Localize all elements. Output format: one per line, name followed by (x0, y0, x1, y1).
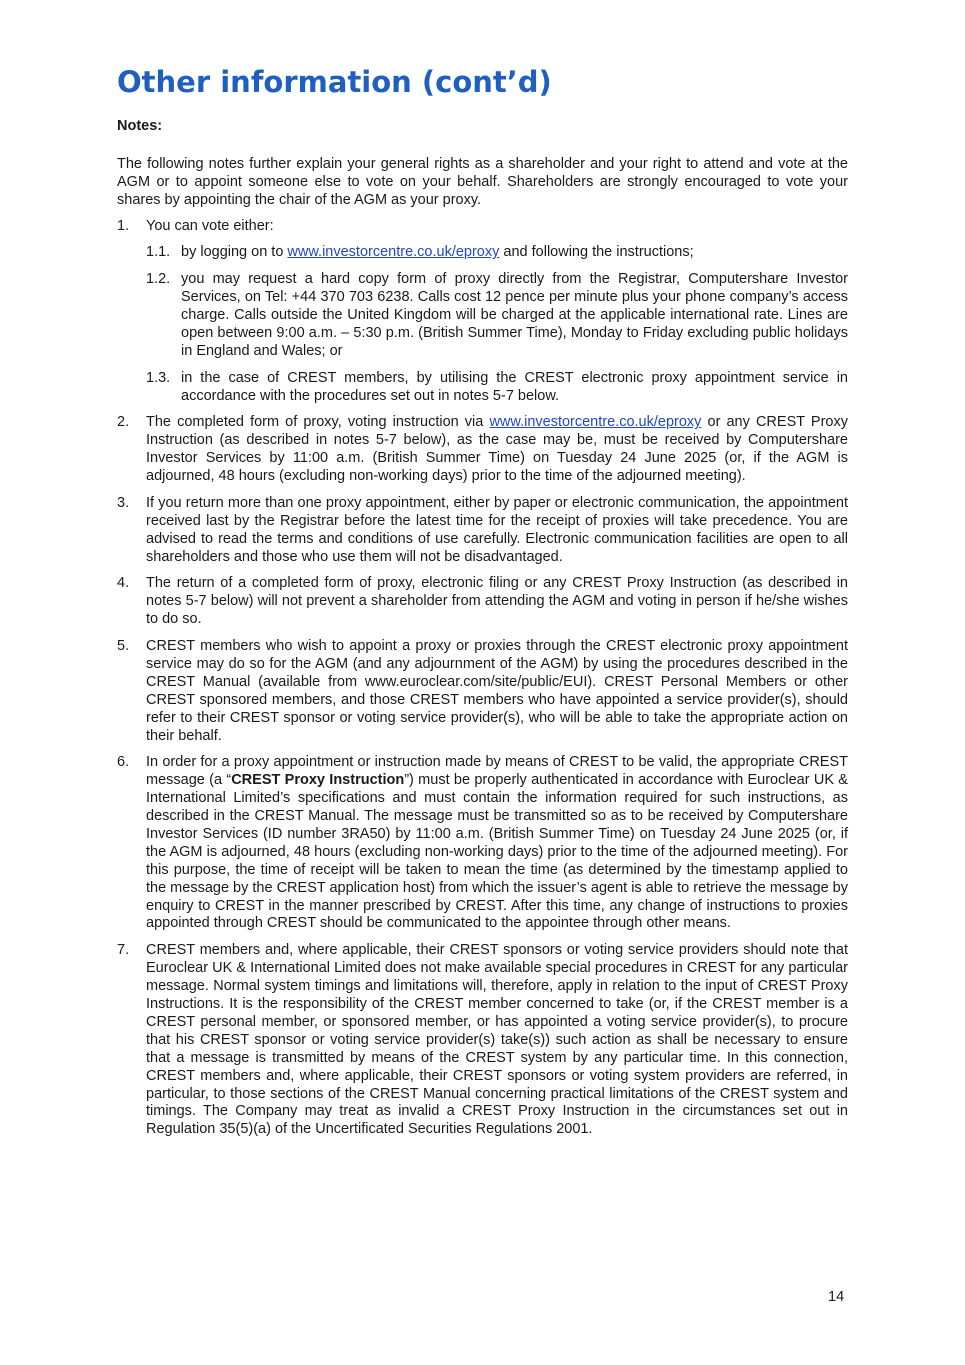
note-4 (117, 575, 848, 629)
note-text: In order for a proxy appointment or instruction made by means of CREST to be valid, the appropriate CREST message (a “ (146, 754, 848, 789)
document-page (117, 62, 848, 1148)
notes-heading: Notes: (117, 118, 163, 134)
subnote-number: 1.1. (146, 244, 171, 261)
subnote-number: 1.3. (146, 369, 171, 386)
note-text: You can vote either: (146, 217, 274, 234)
note-number: 7. (117, 942, 130, 959)
note-text: If you return more than one proxy appointment, either by paper or electronic communication, the appointment received last by the Registrar before the latest time for the receipt of proxies will take precedence. You are advised to read the terms and conditions of use carefully. Electronic communication facilities are open to all shareholders and those who use them will not be disadvantaged. (146, 494, 848, 565)
note-text: The completed form of proxy, voting instruction via (146, 414, 490, 431)
note-number: 3. (117, 494, 130, 511)
note-number: 5. (117, 637, 130, 654)
note-text: CREST members who wish to appoint a proxy or proxies through the CREST electronic proxy appointment service may do so for the AGM (and any adjournment of the AGM) by using the procedures described in the CREST Manual (available from www.euroclear.com/site/public/EUI). CREST Personal Members or other CREST sponsored members, and those CREST members who have appointed a service provider(s), should refer to their CREST sponsor or voting service provider(s), who will be able to take the appropriate action on their behalf. (146, 637, 848, 744)
page-number: 14 (828, 1289, 845, 1305)
subnote-text-continued: and following the instructions; (499, 244, 694, 261)
note-1-3 (146, 370, 848, 406)
note-3 (117, 495, 848, 567)
note-7 (117, 942, 848, 1139)
subnote-text: you may request a hard copy form of proxy directly from the Registrar, Computershare Investor Services, on Tel: +44 370 703 6238. Calls cost 12 pence per minute plus your phone company’s access charge. Calls outside the United Kingdom will be charged at the applicable international rate. Lines are open between 9:00 a.m. – 5:30 p.m. (British Summer Time), Monday to Friday excluding public holidays in England and Wales; or (181, 271, 848, 359)
subnote-number: 1.2. (146, 271, 171, 288)
note-2 (117, 414, 848, 486)
investorcentre-link[interactable]: www.investorcentre.co.uk/eproxy (489, 414, 702, 431)
note-text: CREST members and, where applicable, their CREST sponsors or voting service providers should note that Euroclear UK & International Limited does not make available special procedures in CREST for any particular message. Normal system timings and limitations will, therefore, apply in relation to the input of CREST Proxy Instructions. It is the responsibility of the CREST member concerned to take (or, if the CREST member is a CREST personal member, or sponsored member, or has appointed a voting service provider(s), to procure that his CREST sponsor or voting service provider(s) take(s)) such action as shall be necessary to ensure that a message is transmitted by means of the CREST system by any particular time. In this connection, CREST members and, where applicable, their CREST sponsors or voting system providers are referred, in particular, to those sections of the CREST Manual concerning practical limitations of the CREST system and timings. The Company may treat as invalid a CREST Proxy Instruction in the circumstances set out in Regulation 35(5)(a) of the Uncertificated Securities Regulations 2001. (146, 942, 848, 1138)
note-text-continued: or any CREST Proxy Instruction (as described in notes 5-7 below), as the case may be, must be received by Computershare Investor Services by 11:00 a.m. (British Summer Time) on Tuesday 24 June 2025 (or, if the AGM is adjourned, 48 hours (excluding non-working days) prior to the time of the adjourned meeting). (146, 414, 848, 485)
note-1-1 (146, 244, 848, 262)
crest-proxy-instruction-term: CREST Proxy Instruction (231, 772, 405, 789)
note-1-2 (146, 271, 848, 361)
intro-paragraph: The following notes further explain your general rights as a shareholder and your right to attend and vote at the AGM or to appoint someone else to vote on your behalf. Shareholders are strongly encouraged to vote your shares by appointing the chair of the AGM as your proxy. (117, 155, 848, 208)
note-number: 1. (117, 217, 130, 234)
note-1 (117, 218, 848, 406)
note-6 (117, 754, 848, 933)
note-5 (117, 638, 848, 745)
subnote-text: in the case of CREST members, by utilising the CREST electronic proxy appointment service in accordance with the procedures set out in notes 5-7 below. (181, 369, 848, 404)
note-text: The return of a completed form of proxy, electronic filing or any CREST Proxy Instruction (as described in notes 5-7 below) will not prevent a shareholder from attending the AGM and voting in person if he/she wishes to do so. (146, 575, 848, 628)
investorcentre-link[interactable]: www.investorcentre.co.uk/eproxy (287, 244, 500, 261)
subnote-text: by logging on to (181, 244, 288, 261)
page-title: Other information (cont’d) (117, 65, 552, 99)
note-text-continued: ”) must be properly authenticated in accordance with Euroclear UK & International Limited’s specifications and must contain the information required for such instructions, as described in the CREST Manual. The message must be transmitted so as to be received by Computershare Investor Services (ID number 3RA50) by 11:00 a.m. (British Summer Time) on Tuesday 24 June 2025 (or, if the AGM is adjourned, 48 hours (excluding non-working days) prior to the time of the adjourned meeting). For this purpose, the time of receipt will be taken to mean the time (as determined by the timestamp applied to the message by the CREST application host) from which the issuer’s agent is able to retrieve the message by enquiry to CREST in the manner prescribed by CREST. After this time, any change of instructions to proxies appointed through CREST should be communicated to the appointee through other means. (146, 772, 848, 932)
note-number: 4. (117, 575, 130, 592)
note-number: 6. (117, 754, 130, 771)
note-number: 2. (117, 414, 130, 431)
